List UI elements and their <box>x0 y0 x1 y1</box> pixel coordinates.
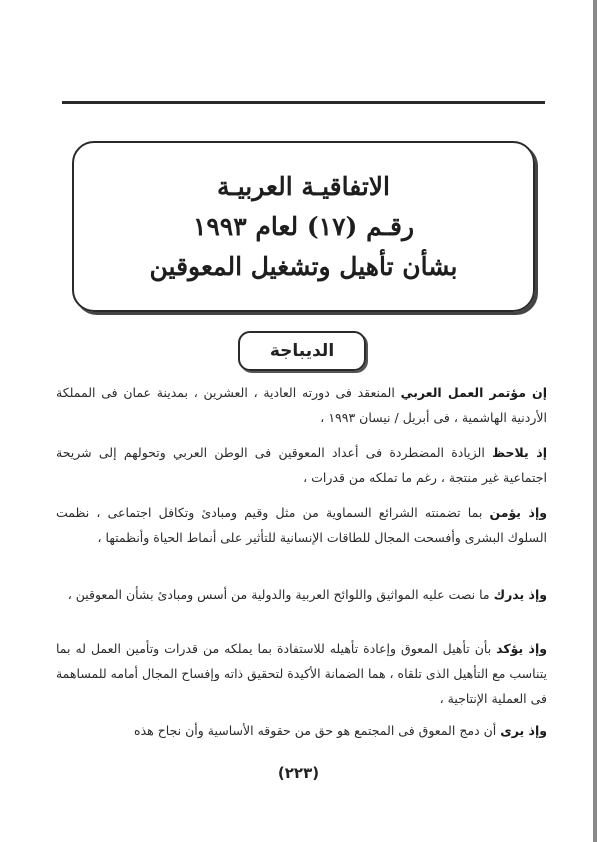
paragraph-lead: وإذ يدرك <box>493 587 547 602</box>
paragraph-text: ما نصت عليه المواثيق واللوائح العربية والدولية من أسس ومبادئ بشأن المعوقين ، <box>67 587 494 602</box>
paragraph-text: أن دمج المعوق فى المجتمع هو حق من حقوقه الأساسية وأن نجاح هذه <box>134 723 501 738</box>
paragraph-text: المنعقد فى دورته العادية ، العشرين ، بمدينة عمان فى المملكة الأردنية الهاشمية ، فى أبريل / نيسان ١٩٩٣ ، <box>56 385 547 425</box>
paragraph-5 <box>56 636 547 711</box>
title-line-2: رقـم (١٧) لعام ١٩٩٣ <box>192 211 415 241</box>
title-box <box>72 141 535 312</box>
paragraph-lead: إن مؤتمر العمل العربي <box>400 385 548 400</box>
scan-edge <box>593 0 597 842</box>
paragraph-text: بأن تأهيل المعوق وإعادة تأهيله للاستفادة بما يملكه من قدرات وتأمين العمل له بما يتناسب مع التأهيل الذى تلقاه ، هما الضمانة الأكيدة لتحقيق ذاته وإفساح المجال أمامه للمساهمة فى العملية الإنتاجية ، <box>55 641 547 706</box>
paragraph-4 <box>56 582 547 607</box>
paragraph-lead: وإذ يؤكد <box>496 641 547 656</box>
paragraph-1 <box>56 380 547 430</box>
paragraph-lead: وإذ يؤمن <box>489 505 548 520</box>
paragraph-text: الزيادة المضطردة فى أعداد المعوقين فى الوطن العربي وتحولهم إلى شريحة اجتماعية غير منتجة ، رغم ما تملكه من قدرات ، <box>56 445 547 485</box>
paragraph-lead: إذ يلاحظ <box>492 445 547 460</box>
top-rule <box>62 101 545 104</box>
paragraph-6 <box>56 718 547 743</box>
paragraph-3 <box>56 500 547 550</box>
page-number: (٢٢٣) <box>277 764 320 782</box>
paragraph-2 <box>56 440 547 490</box>
paragraph-text: بما تضمنته الشرائع السماوية من مثل وقيم ومبادئ وتكافل اجتماعى ، نظمت السلوك البشرى وأفسحت المجال للطاقات الإنسانية للتأثير على أنماط الحياة وأنظمتها ، <box>56 505 547 545</box>
title-line-1: الاتفاقيـة العربيـة <box>217 171 390 201</box>
section-heading: الديباجة <box>238 331 366 371</box>
paragraph-lead: وإذ يرى <box>500 723 547 738</box>
title-line-3: بشأن تأهيل وتشغيل المعوقين <box>149 251 458 281</box>
